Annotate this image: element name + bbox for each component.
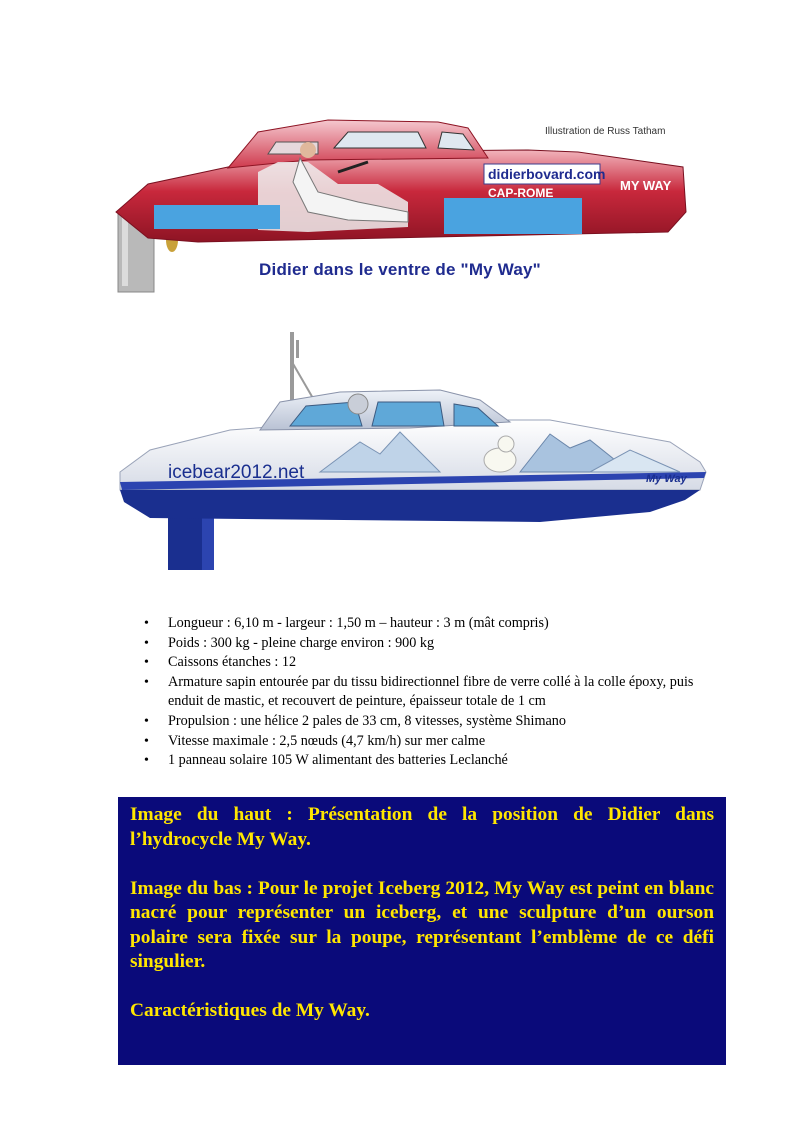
spec-item: • Propulsion : une hélice 2 pales de 33 cm, 8 vitesses, système Shimano bbox=[140, 712, 720, 732]
spec-item: • 1 panneau solaire 105 W alimentant des batteries Leclanché bbox=[140, 751, 720, 771]
description-bottom-image: Image du bas : Pour le projet Iceberg 2012, My Way est peint en blanc nacré pour représenter un iceberg, et une sculpture d’un ourson polaire sera fixée sur la poupe, représentant l’emblème de ce défi singulier. bbox=[130, 877, 714, 972]
iceberg-boat-drawing bbox=[110, 322, 710, 574]
spec-item: • Caissons étanches : 12 bbox=[140, 653, 720, 673]
blue-hull-band bbox=[120, 490, 700, 522]
description-box bbox=[118, 797, 726, 1065]
hull-brand-text: My Way bbox=[646, 473, 687, 485]
pilot-head bbox=[300, 142, 316, 158]
illustration-credit: Illustration de Russ Tatham bbox=[545, 126, 666, 137]
hull-website-text: icebear2012.net bbox=[168, 462, 305, 483]
hull-sponsor-text: CAP-ROME bbox=[488, 186, 554, 200]
cabin-window bbox=[334, 132, 426, 148]
specifications-list bbox=[140, 614, 720, 771]
spec-item: • Poids : 300 kg - pleine charge environ : 900 kg bbox=[140, 634, 720, 654]
hull-brand-text: MY WAY bbox=[620, 178, 672, 193]
spec-item: • Armature sapin entourée par du tissu bidirectionnel fibre de verre collé à la colle époxy, puis enduit de mastic, et recouvert de peinture, épaisseur totale de 1 cm bbox=[140, 673, 720, 712]
hull-panel-right bbox=[444, 198, 582, 234]
top-illustration-caption: Didier dans le ventre de "My Way" bbox=[259, 260, 541, 279]
spec-item: • Vitesse maximale : 2,5 nœuds (4,7 km/h) sur mer calme bbox=[140, 732, 720, 752]
bottom-boat-illustration bbox=[110, 322, 710, 574]
description-characteristics: Caractéristiques de My Way. bbox=[130, 1000, 370, 1021]
polar-bear bbox=[484, 448, 516, 472]
cabin-window bbox=[372, 402, 444, 426]
hull-website-text: didierbovard.com bbox=[488, 166, 606, 182]
hull-panel-left bbox=[154, 205, 280, 229]
description-top-image: Image du haut : Présentation de la position de Didier dans l’hydrocycle My Way. bbox=[130, 804, 714, 850]
spec-item: • Longueur : 6,10 m - largeur : 1,50 m – hauteur : 3 m (mât compris) bbox=[140, 614, 720, 634]
mast bbox=[290, 332, 294, 408]
